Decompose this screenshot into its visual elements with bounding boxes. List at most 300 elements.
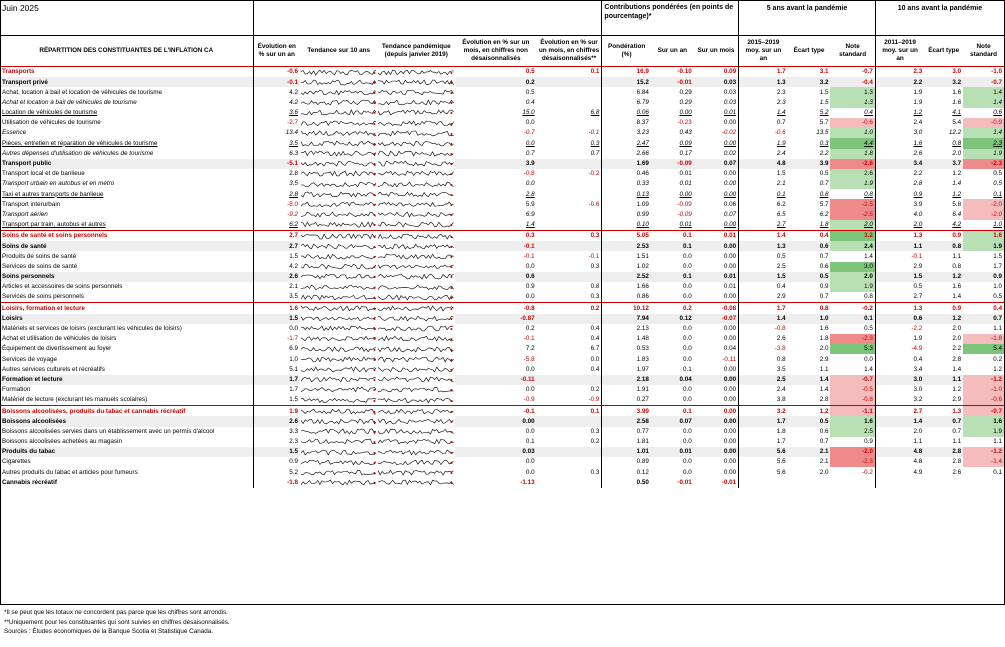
- cell-value: 0.1: [830, 314, 875, 324]
- cell-value: 1.8: [830, 149, 875, 159]
- sparkline-10y: [300, 354, 378, 364]
- cell-value: -1.2: [963, 447, 1004, 457]
- row-label: Produits de soins de santé: [2, 252, 77, 260]
- sparkline-10y: [300, 231, 378, 242]
- cell-value: 1.6: [819, 325, 829, 333]
- row-label: Formation: [2, 386, 31, 394]
- cell-value: 1.8: [819, 221, 829, 229]
- table-row: [0, 231, 1004, 242]
- cell-value: 1.91: [602, 385, 651, 395]
- cell-value: 0.00: [723, 190, 737, 198]
- cell-value: 5.4: [963, 344, 1004, 354]
- cell-value: 1.2: [924, 272, 963, 282]
- row-label: Transport local et de banlieue: [2, 170, 85, 178]
- sparkline-10y: [300, 138, 378, 148]
- cell-value: 0.7: [819, 438, 829, 446]
- cell-value: 1.6: [963, 231, 1004, 242]
- row-label: Pièces, entretien et réparation de véhicules de tourisme: [2, 139, 158, 147]
- cell-value: 0.0: [682, 396, 692, 404]
- row-label: Produits du tabac: [0, 447, 253, 457]
- cell-value: 1.5: [253, 447, 300, 457]
- sparkline-pandemic: [377, 77, 455, 87]
- cell-value: 1.1: [993, 438, 1002, 446]
- cell-value: 3.5: [253, 179, 300, 189]
- cell-value: 2.1: [253, 282, 300, 292]
- table-row: [0, 375, 1004, 385]
- cell-value: 1.4: [864, 365, 873, 373]
- cell-value: 0.00: [723, 335, 737, 343]
- row-label: Loisirs: [0, 314, 253, 324]
- cell-value: 0.5: [788, 272, 831, 282]
- cell-value: 1.0: [788, 314, 831, 324]
- cell-value: 15.2: [602, 77, 651, 87]
- cell-value: 3.5: [253, 292, 300, 303]
- cell-value: 0.01: [651, 447, 694, 457]
- cell-value: 0.4: [525, 98, 535, 106]
- cell-value: 0.2: [590, 386, 600, 394]
- cell-value: 0.12: [602, 467, 651, 477]
- sparkline-pandemic: [377, 457, 455, 467]
- cell-value: 2.5: [739, 375, 788, 385]
- cell-value: 0.0: [864, 355, 873, 363]
- col-header-evol-nsa: Évolution en % sur un mois, en chiffres non désaisonnalisés: [455, 36, 537, 67]
- sparkline-10y: [300, 262, 378, 272]
- cell-value: 4.8: [875, 447, 924, 457]
- cell-value: [537, 189, 602, 199]
- cell-value: 1.6: [963, 416, 1004, 426]
- sparkline-10y: [300, 395, 378, 406]
- cell-value: 3.0: [875, 128, 924, 138]
- cell-value: [537, 478, 602, 488]
- row-label: Boissons alcoolisées: [0, 416, 253, 426]
- cell-value: 0.3: [590, 139, 600, 147]
- cell-value: 1.4: [963, 128, 1004, 138]
- cell-value: 0.00: [723, 427, 737, 435]
- cell-value: -1.4: [963, 457, 1004, 467]
- cell-value: -0.7: [523, 129, 535, 137]
- table-row: [0, 77, 1004, 87]
- cell-value: -1.13: [520, 478, 535, 486]
- cell-value: 0.07: [651, 416, 694, 426]
- col-header-avg10: 2011–2019 moy. sur un an: [875, 36, 924, 67]
- sparkline-pandemic: [377, 262, 455, 272]
- cell-value: 1.5: [253, 251, 300, 261]
- cell-value: 0.01: [679, 170, 692, 178]
- cell-value: 0.8: [788, 303, 831, 314]
- cell-value: 16.9: [602, 67, 651, 78]
- table-row: [0, 314, 1004, 324]
- row-label: Transport privé: [0, 77, 253, 87]
- cell-value: 0.9: [924, 303, 963, 314]
- cell-value: 3.4: [875, 364, 924, 374]
- cell-value: 0.8: [952, 262, 962, 270]
- cell-value: 1.3: [739, 241, 788, 251]
- table-row: [0, 169, 1004, 179]
- cell-value: 1.7: [253, 375, 300, 385]
- cell-value: 0.17: [679, 149, 692, 157]
- cell-value: 1.9: [739, 138, 788, 148]
- cell-value: -2.5: [830, 199, 875, 209]
- cell-value: 1.5: [739, 169, 788, 179]
- cell-value: 1.3: [875, 231, 924, 242]
- sparkline-10y: [300, 406, 378, 417]
- sparkline-10y: [300, 344, 378, 354]
- table-row: [0, 416, 1004, 426]
- cell-value: 1.2: [924, 314, 963, 324]
- cell-value: 2.8: [952, 355, 962, 363]
- cell-value: 1.1: [993, 325, 1002, 333]
- cell-value: 7.2: [525, 345, 535, 353]
- cell-value: 2.8: [525, 190, 535, 198]
- cell-value: 0.00: [679, 109, 692, 117]
- cell-value: 2.2: [875, 169, 924, 179]
- cell-value: 5.3: [830, 344, 875, 354]
- table-row: [0, 210, 1004, 220]
- cell-value: 5.1: [253, 364, 300, 374]
- cell-value: 3.0: [875, 375, 924, 385]
- cell-value: 6.2: [739, 199, 788, 209]
- sparkline-pandemic: [377, 395, 455, 406]
- cell-value: 2.8: [253, 189, 300, 199]
- cell-value: 2.9: [819, 355, 829, 363]
- cell-value: [963, 478, 1004, 488]
- table-row: [0, 427, 1004, 437]
- cell-value: 1.5: [819, 98, 829, 106]
- table-row: [0, 159, 1004, 169]
- sparkline-10y: [300, 457, 378, 467]
- cell-value: -0.10: [651, 67, 694, 78]
- cell-value: 3.2: [875, 395, 924, 406]
- cell-value: -2.0: [963, 199, 1004, 209]
- cell-value: 0.99: [602, 210, 651, 220]
- sparkline-pandemic: [377, 437, 455, 447]
- cell-value: 3.5: [253, 138, 300, 148]
- sparkline-pandemic: [377, 354, 455, 364]
- table-row: [0, 149, 1004, 159]
- cell-value: 6.84: [602, 87, 651, 97]
- sparkline-10y: [300, 416, 378, 426]
- cell-value: 2.7: [253, 231, 300, 242]
- cell-value: -0.09: [651, 159, 694, 169]
- row-label: Formation et lecture: [0, 375, 253, 385]
- sparkline-pandemic: [377, 87, 455, 97]
- cell-value: 0.8: [864, 293, 873, 301]
- cell-value: 1.51: [602, 251, 651, 261]
- cell-value: 2.4: [739, 149, 788, 159]
- cell-value: 0.5: [864, 325, 873, 333]
- cell-value: 0.9: [819, 283, 829, 291]
- cell-value: 2.0: [952, 335, 962, 343]
- cell-value: 1.4: [739, 314, 788, 324]
- cell-value: 2.5: [830, 427, 875, 437]
- cell-value: 5.6: [739, 457, 788, 467]
- cell-value: -0.5: [830, 385, 875, 395]
- sparkline-10y: [300, 251, 378, 261]
- cell-value: 1.1: [952, 252, 962, 260]
- cell-value: 1.4: [952, 293, 962, 301]
- cell-value: 4.2: [952, 221, 962, 229]
- cell-value: 0.00: [723, 396, 737, 404]
- col-header-z10: Note standard: [963, 36, 1004, 67]
- cell-value: 2.7: [253, 241, 300, 251]
- cell-value: 2.0: [875, 220, 924, 231]
- cell-value: -0.6: [830, 118, 875, 128]
- cell-value: 0.5: [739, 251, 788, 261]
- cell-value: -0.2: [588, 170, 600, 178]
- cell-value: 1.7: [739, 437, 788, 447]
- table-row: [0, 467, 1004, 477]
- date-label: Juin 2025: [2, 3, 39, 13]
- cell-value: 0.7: [924, 416, 963, 426]
- cell-value: -2.7: [253, 118, 300, 128]
- cell-value: 0.3: [590, 293, 600, 301]
- cell-value: 1.2: [952, 190, 962, 198]
- cell-value: 1.9: [963, 427, 1004, 437]
- cell-value: 1.9: [963, 241, 1004, 251]
- table-body: [0, 67, 1004, 488]
- cell-value: 2.3: [739, 98, 788, 108]
- table-row: [0, 241, 1004, 251]
- cell-value: 2.7: [739, 220, 788, 231]
- cell-value: 2.18: [602, 375, 651, 385]
- cell-value: 0.6: [819, 427, 829, 435]
- cell-value: 1.5: [819, 88, 829, 96]
- col-header-z5: Note standard: [830, 36, 875, 67]
- col-header-evol: Évolution en % sur un an: [253, 36, 300, 67]
- cell-value: 4.4: [830, 138, 875, 148]
- cell-value: 3.2: [924, 77, 963, 87]
- col-header-mom: Sur un mois: [694, 36, 739, 67]
- table-row: [0, 179, 1004, 189]
- cell-value: 0.0: [682, 283, 692, 291]
- sparkline-10y: [300, 67, 378, 78]
- cell-value: 0.5: [819, 170, 829, 178]
- cell-value: 15.0: [522, 109, 535, 117]
- cell-value: 1.7: [253, 385, 300, 395]
- cell-value: 0.00: [723, 139, 737, 147]
- cell-value: -8.0: [253, 199, 300, 209]
- cell-value: 5.2: [253, 467, 300, 477]
- cell-value: 0.8: [952, 139, 962, 147]
- table-row: [0, 98, 1004, 108]
- cell-value: 0.86: [602, 292, 651, 303]
- cell-value: 3.9: [455, 159, 537, 169]
- cell-value: -0.11: [722, 355, 737, 363]
- cell-value: 0.89: [602, 457, 651, 467]
- cell-value: 0.03: [723, 98, 737, 106]
- cell-value: 0.9: [525, 283, 535, 291]
- cell-value: -0.7: [963, 77, 1004, 87]
- cell-value: 0.00: [723, 386, 737, 394]
- sparkline-pandemic: [377, 67, 455, 78]
- cell-value: 0.00: [723, 458, 737, 466]
- row-label: Matériel de lecture (exclurant les manuels scolaires): [2, 396, 148, 404]
- cell-value: 1.4: [864, 252, 873, 260]
- cell-value: 0.0: [525, 262, 535, 270]
- sparkline-10y: [300, 87, 378, 97]
- cell-value: 0.1: [993, 190, 1002, 198]
- sparkline-pandemic: [377, 128, 455, 138]
- cell-value: -0.87: [455, 314, 537, 324]
- cell-value: -0.8: [523, 170, 535, 178]
- group-header-contrib: Contributions pondérées (en points de pourcentage)*: [602, 0, 739, 36]
- cell-value: 5.6: [739, 467, 788, 477]
- cell-value: [537, 210, 602, 220]
- table-row: [0, 292, 1004, 303]
- cell-value: 0.7: [819, 180, 829, 188]
- cell-value: 1.5: [739, 272, 788, 282]
- cell-value: 1.4: [952, 180, 962, 188]
- cell-value: -5.1: [253, 159, 300, 169]
- cell-value: 5.7: [819, 119, 829, 127]
- footnote-3: Sources : Études économiques de la Banque Scotia et Statistique Canada.: [4, 628, 213, 635]
- cell-value: 2.6: [253, 272, 300, 282]
- cell-value: 2.8: [819, 396, 829, 404]
- cell-value: 0.2: [455, 77, 537, 87]
- cell-value: 2.53: [602, 241, 651, 251]
- cell-value: 2.8: [253, 169, 300, 179]
- cell-value: 0.1: [651, 241, 694, 251]
- sparkline-pandemic: [377, 375, 455, 385]
- col-header-sd10: Écart type: [924, 36, 963, 67]
- table-row: [0, 138, 1004, 148]
- cell-value: 6.9: [525, 210, 535, 218]
- cell-value: 1.0: [830, 128, 875, 138]
- cell-value: 2.47: [602, 138, 651, 148]
- sparkline-10y: [300, 375, 378, 385]
- cell-value: 2.8: [924, 447, 963, 457]
- cell-value: 2.9: [952, 396, 962, 404]
- cell-value: -2.5: [830, 210, 875, 220]
- cell-value: 0.1: [651, 231, 694, 242]
- cell-value: 2.5: [739, 262, 788, 272]
- row-label: Services de soins personnels: [2, 293, 84, 301]
- sparkline-10y: [300, 118, 378, 128]
- table-row: [0, 220, 1004, 231]
- sparkline-pandemic: [377, 292, 455, 303]
- cell-value: 0.7: [819, 252, 829, 260]
- table-row: [0, 344, 1004, 354]
- cell-value: 0.2: [590, 438, 600, 446]
- cell-value: 1.1: [875, 241, 924, 251]
- row-label: Boissons alcoolisées achetées au magasin: [2, 438, 123, 446]
- cell-value: -0.6: [739, 128, 788, 138]
- cell-value: 3.0: [830, 262, 875, 272]
- sparkline-10y: [300, 220, 378, 231]
- cell-value: 0.6: [993, 109, 1002, 117]
- cell-value: 1.0: [993, 221, 1002, 229]
- cell-value: 1.3: [739, 77, 788, 87]
- cell-value: 7.94: [602, 314, 651, 324]
- cell-value: 2.3: [963, 138, 1004, 148]
- cell-value: 0.53: [602, 344, 651, 354]
- cell-value: 0.1: [993, 468, 1002, 476]
- cell-value: -0.9: [963, 118, 1004, 128]
- footnotes: [4, 608, 230, 637]
- cell-value: 1.3: [924, 406, 963, 417]
- cell-value: 1.48: [602, 334, 651, 344]
- cell-value: 0.46: [602, 169, 651, 179]
- sparkline-pandemic: [377, 159, 455, 169]
- row-label: Cigarettes: [2, 458, 31, 466]
- sparkline-pandemic: [377, 108, 455, 118]
- cell-value: 1.6: [830, 416, 875, 426]
- cell-value: -0.7: [963, 406, 1004, 417]
- cell-value: 1.9: [875, 87, 924, 97]
- cell-value: -2.2: [875, 324, 924, 334]
- cell-value: 0.00: [694, 241, 739, 251]
- sparkline-10y: [300, 241, 378, 251]
- sparkline-10y: [300, 437, 378, 447]
- cell-value: -2.3: [830, 457, 875, 467]
- cell-value: 3.7: [924, 159, 963, 169]
- cell-value: 1.9: [875, 98, 924, 108]
- cell-value: -1.7: [253, 334, 300, 344]
- sparkline-pandemic: [377, 251, 455, 261]
- sparkline-10y: [300, 427, 378, 437]
- sparkline-10y: [300, 128, 378, 138]
- sparkline-10y: [300, 478, 378, 488]
- cell-value: 0.0: [525, 427, 535, 435]
- cell-value: 6.79: [602, 98, 651, 108]
- cell-value: [537, 87, 602, 97]
- cell-value: 2.13: [602, 324, 651, 334]
- cell-value: 1.5: [253, 395, 300, 406]
- cell-value: 0.5: [993, 170, 1002, 178]
- cell-value: 2.8: [952, 458, 962, 466]
- cell-value: [537, 77, 602, 87]
- cell-value: 0.06: [602, 108, 651, 118]
- cell-value: 0.5: [993, 293, 1002, 301]
- cell-value: 2.1: [739, 179, 788, 189]
- row-label: Transports: [0, 67, 253, 78]
- table-row: [0, 251, 1004, 261]
- cell-value: 1.97: [602, 364, 651, 374]
- cell-value: 0.10: [602, 220, 651, 231]
- cell-value: -0.7: [830, 67, 875, 78]
- cell-value: -1.0: [963, 385, 1004, 395]
- cell-value: 2.0: [830, 220, 875, 231]
- cell-value: 1.7: [739, 303, 788, 314]
- cell-value: 5.7: [819, 200, 829, 208]
- cell-value: [537, 447, 602, 457]
- cell-value: 6.3: [253, 149, 300, 159]
- sparkline-10y: [300, 334, 378, 344]
- cell-value: 2.0: [952, 149, 962, 157]
- sparkline-10y: [300, 149, 378, 159]
- cell-value: 1.4: [875, 416, 924, 426]
- cell-value: 1.4: [739, 231, 788, 242]
- cell-value: 1.81: [602, 437, 651, 447]
- cell-value: 1.4: [525, 221, 535, 229]
- cell-value: 0.01: [679, 180, 692, 188]
- table-row: [0, 324, 1004, 334]
- cell-value: 6.4: [952, 210, 962, 218]
- cell-value: 0.5: [455, 67, 537, 78]
- sparkline-pandemic: [377, 210, 455, 220]
- cell-value: -2.0: [963, 210, 1004, 220]
- cell-value: 0.7: [590, 149, 600, 157]
- cell-value: 0.2: [651, 303, 694, 314]
- sparkline-10y: [300, 179, 378, 189]
- cell-value: 2.1: [788, 447, 831, 457]
- col-header-sd5: Écart type: [788, 36, 831, 67]
- cell-value: 3.23: [602, 128, 651, 138]
- cell-value: 0.00: [455, 416, 537, 426]
- cell-value: -0.01: [677, 478, 692, 486]
- table-row: [0, 87, 1004, 97]
- cell-value: 3.8: [739, 395, 788, 406]
